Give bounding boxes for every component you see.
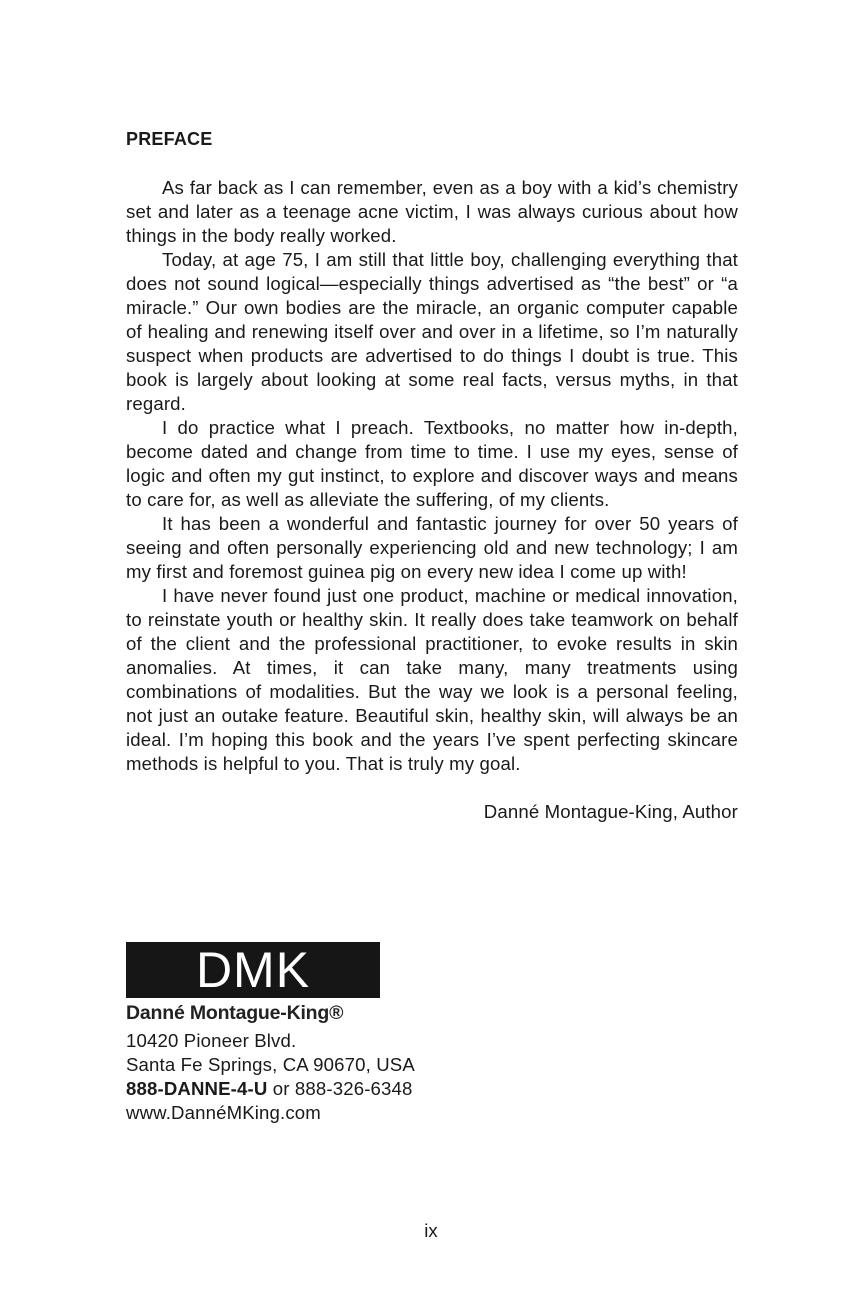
paragraph-2: Today, at age 75, I am still that little boy, challenging everything that does not sound logical—especially things advertised as “the best” or “a miracle.” Our own bodies are the miracle, an organic computer capable of healing and renewing itself over and over in a lifetime, so I’m naturally suspect when products are advertised to do things I doubt is true. This book is largely about looking at some real facts, versus myths, in that regard.: [126, 249, 738, 414]
address-street: 10420 Pioneer Blvd.: [126, 1030, 297, 1051]
paragraph-1: As far back as I can remember, even as a boy with a kid’s chemistry set and later as a teenage acne victim, I was always curious about how things in the body really worked.: [126, 177, 738, 246]
dmk-logo: DMK: [126, 942, 380, 998]
paragraph-3: I do practice what I preach. Textbooks, no matter how in-depth, become dated and change from time to time. I use my eyes, sense of logic and often my gut instinct, to explore and discover ways and means to care for, as well as alleviate the suffering, of my clients.: [126, 417, 738, 510]
author-signature: Danné Montague-King, Author: [483, 801, 738, 822]
company-block: [126, 942, 415, 1125]
company-address: [126, 1029, 415, 1125]
paragraph-5: I have never found just one product, machine or medical innovation, to reinstate youth or healthy skin. It really does take teamwork on behalf of the client and the professional practitioner, to evoke results in skin anomalies. At times, it can take many, many treatments using combinations of modalities. But the way we look is a personal feeling, not just an outake feature. Beautiful skin, healthy skin, will always be an ideal. I’m hoping this book and the years I’ve spent perfecting skincare methods is helpful to you. That is truly my goal.: [126, 585, 738, 774]
phone-number: 888-326-6348: [294, 1078, 413, 1099]
page-number: ix: [424, 1220, 438, 1241]
address-phone: [126, 1077, 415, 1101]
phone-joiner: or: [267, 1078, 295, 1099]
phone-vanity: 888-DANNE-4-U: [126, 1078, 268, 1099]
page-title: PREFACE: [126, 129, 213, 149]
paragraph-4: It has been a wonderful and fantastic journey for over 50 years of seeing and often personally experiencing old and new technology; I am my first and foremost guinea pig on every new idea I come up with!: [126, 513, 738, 582]
address-city: Santa Fe Springs, CA 90670, USA: [126, 1054, 415, 1075]
website-link[interactable]: www.DannéMKing.com: [126, 1102, 321, 1123]
logo-company-name: Danné Montague-King®: [126, 1002, 344, 1024]
preface-section: [126, 128, 738, 824]
